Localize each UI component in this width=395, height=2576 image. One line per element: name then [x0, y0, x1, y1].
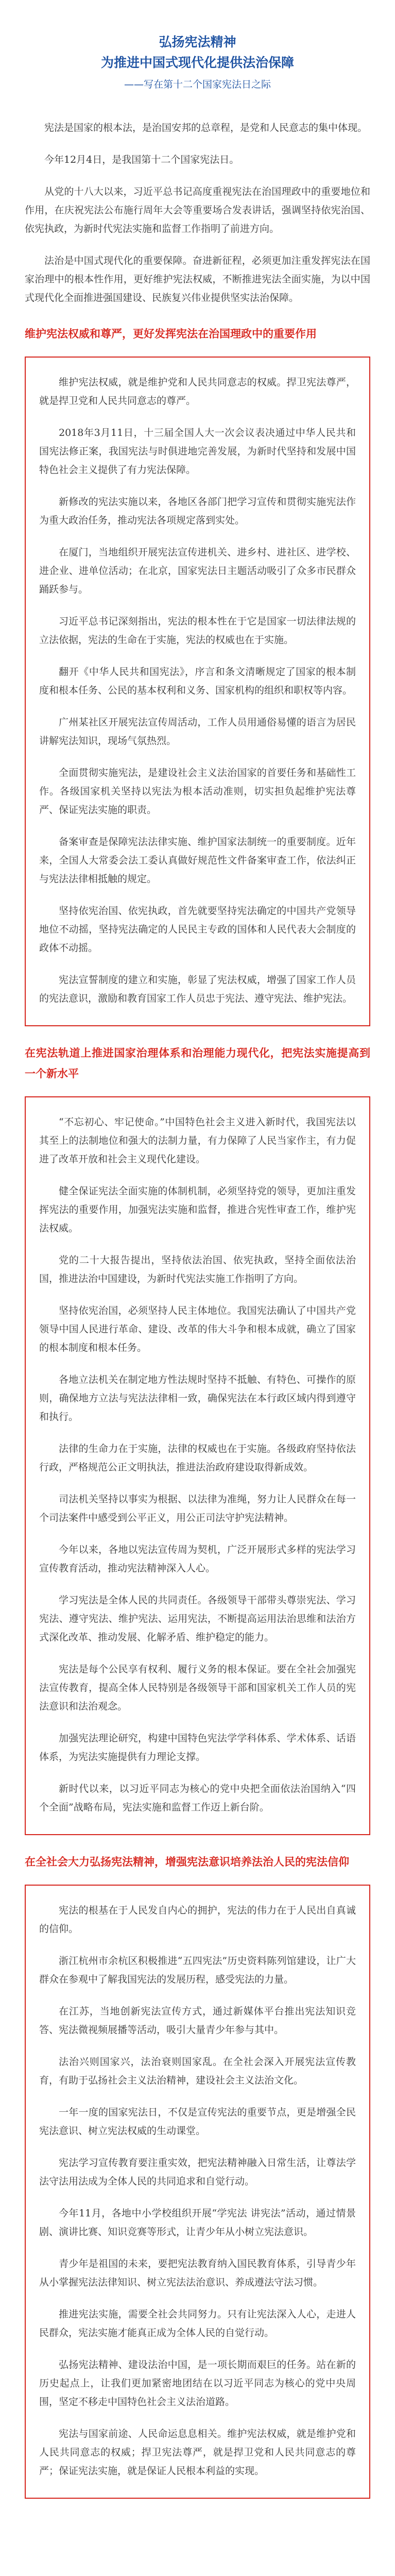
- section-three: [25, 1852, 370, 2499]
- section-paragraph: 今年以来，各地以宪法宣传周为契机，广泛开展形式多样的宪法学习宣传教育活动，推动宪法精神深入人心。: [39, 1544, 356, 1574]
- section-paragraph: 广州某社区开展宪法宣传周活动，工作人员用通俗易懂的语言为居民讲解宪法知识，现场气氛热烈。: [39, 717, 356, 747]
- section-paragraph: 司法机关坚持以事实为根据、以法律为准绳，努力让人民群众在每一个司法案件中感受到公平正义，用公正司法守护宪法精神。: [39, 1494, 356, 1523]
- intro-paragraph: 法治是中国式现代化的重要保障。奋进新征程，必须更加注重发挥宪法在国家治理中的根本性作用，更好维护宪法权威，不断推进宪法全面实施，为以中国式现代化全面推进强国建设、民族复兴伟业提供坚实法治保障。: [25, 255, 370, 303]
- section-paragraph: 浙江杭州市余杭区积极推进“五四宪法”历史资料陈列馆建设，让广大群众在参观中了解我国宪法的发展历程，感受宪法的力量。: [39, 1955, 356, 1985]
- article-source-line: ——写在第十二个国家宪法日之际: [124, 79, 271, 90]
- section-paragraph: 翻开《中华人民共和国宪法》，序言和条文清晰规定了国家的根本制度和根本任务、公民的基本权利和义务、国家机构的组织和职权等内容。: [39, 666, 356, 696]
- section-heading: 在宪法轨道上推进国家治理体系和治理能力现代化，把宪法实施提高到一个新水平: [25, 1047, 370, 1080]
- section-box: [25, 357, 370, 1026]
- section-paragraph: 新时代以来，以习近平同志为核心的党中央把全面依法治国纳入“四个全面”战略布局，宪法实施和监督工作迈上新台阶。: [39, 1783, 356, 1813]
- section-two: [25, 1043, 370, 1835]
- section-paragraph: 宪法的根基在于人民发自内心的拥护，宪法的伟力在于人民出自真诚的信仰。: [39, 1905, 356, 1935]
- section-heading: 维护宪法权威和尊严，更好发挥宪法在治国理政中的重要作用: [25, 328, 317, 340]
- section-paragraph: 宪法学习宣传教育要注重实效，把宪法精神融入日常生活，让尊法学法守法用法成为全体人民的共同追求和自觉行动。: [39, 2157, 356, 2187]
- article-subtitle: 为推进中国式现代化提供法治保障: [100, 55, 294, 70]
- section-paragraph: 法律的生命力在于实施，法律的权威也在于实施。各级政府坚持依法行政，严格规范公正文明执法，推进法治政府建设取得新成效。: [39, 1443, 356, 1473]
- section-one: [25, 324, 370, 1026]
- section-paragraph: 2018年3月11日，十三届全国人大一次会议表决通过中华人民共和国宪法修正案，我国宪法与时俱进地完善发展，为新时代坚持和发展中国特色社会主义提供了有力宪法保障。: [39, 427, 356, 476]
- section-paragraph: 在江苏，当地创新宪法宣传方式，通过新媒体平台推出宪法知识竞答、宪法微视频展播等活动，吸引大量青少年参与其中。: [39, 2006, 356, 2036]
- section-paragraph: 宪法宣誓制度的建立和实施，彰显了宪法权威，增强了国家工作人员的宪法意识，激励和教育国家工作人员忠于宪法、遵守宪法、维护宪法。: [39, 974, 356, 1004]
- section-paragraph: 新修改的宪法实施以来，各地区各部门把学习宣传和贯彻实施宪法作为重大政治任务，推动宪法各项规定落到实处。: [39, 496, 356, 526]
- section-paragraph: 坚持依宪治国、依宪执政，首先就要坚持宪法确定的中国共产党领导地位不动摇，坚持宪法确定的人民民主专政的国体和人民代表大会制度的政体不动摇。: [39, 905, 356, 954]
- article-title: 弘扬宪法精神: [159, 35, 236, 49]
- section-paragraph: 党的二十大报告提出，坚持依法治国、依宪执政，坚持全面依法治国，推进法治中国建设，为新时代宪法实施工作指明了方向。: [39, 1255, 356, 1284]
- section-paragraph: 习近平总书记深刻指出，宪法的根本性在于它是国家一切法律法规的立法依据，宪法的生命在于实施，宪法的权威也在于实施。: [39, 616, 356, 646]
- section-paragraph: 宪法与国家前途、人民命运息息相关。维护宪法权威，就是维护党和人民共同意志的权威；捍卫宪法尊严，就是捍卫党和人民共同意志的尊严；保证宪法实施，就是保证人民根本利益的实现。: [39, 2428, 356, 2477]
- section-paragraph: 宪法是每个公民享有权利、履行义务的根本保证。要在全社会加强宪法宣传教育，提高全体人民特别是各级领导干部和国家机关工作人员的宪法意识和法治观念。: [39, 1664, 356, 1712]
- section-paragraph: 学习宪法是全体人民的共同责任。各级领导干部带头尊崇宪法、学习宪法、遵守宪法、维护宪法、运用宪法，不断提高运用法治思维和法治方式深化改革、推动发展、化解矛盾、维护稳定的能力。: [39, 1595, 356, 1643]
- section-paragraph: 在厦门，当地组织开展宪法宣传进机关、进乡村、进社区、进学校、进企业、进单位活动；在北京，国家宪法日主题活动吸引了众多市民群众踊跃参与。: [39, 547, 356, 595]
- section-paragraph: 法治兴则国家兴，法治衰则国家乱。在全社会深入开展宪法宣传教育，有助于弘扬社会主义法治精神，建设社会主义法治文化。: [39, 2056, 356, 2086]
- section-paragraph: 今年11月，各地中小学校组织开展“学宪法 讲宪法”活动，通过情景剧、演讲比赛、知识竞赛等形式，让青少年从小树立宪法意识。: [39, 2208, 356, 2238]
- intro-paragraph: 从党的十八大以来，习近平总书记高度重视宪法在治国理政中的重要地位和作用，在庆祝宪法公布施行周年大会等重要场合发表讲话，强调坚持依宪治国、依宪执政，为新时代宪法实施和监督工作指明了前进方向。: [25, 186, 370, 234]
- intro-paragraph: 宪法是国家的根本法，是治国安邦的总章程，是党和人民意志的集中体现。: [44, 122, 368, 133]
- section-paragraph: 弘扬宪法精神、建设法治中国，是一项长期而艰巨的任务。站在新的历史起点上，让我们更加紧密地团结在以习近平同志为核心的党中央周围，坚定不移走中国特色社会主义法治道路。: [39, 2359, 356, 2408]
- section-box: [25, 1096, 370, 1835]
- article-intro: [25, 118, 370, 307]
- intro-paragraph: 今年12月4日，是我国第十二个国家宪法日。: [44, 154, 239, 165]
- section-paragraph: 青少年是祖国的未来，要把宪法教育纳入国民教育体系，引导青少年从小掌握宪法法律知识、树立宪法法治意识、养成遵法守法习惯。: [39, 2258, 356, 2288]
- section-paragraph: “不忘初心、牢记使命。”中国特色社会主义进入新时代，我国宪法以其至上的法制地位和强大的法制力量，有力保障了人民当家作主，有力促进了改革开放和社会主义现代化建设。: [39, 1116, 356, 1165]
- section-heading: 在全社会大力弘扬宪法精神，增强宪法意识培养法治人民的宪法信仰: [25, 1856, 349, 1868]
- section-paragraph: 维护宪法权威，就是维护党和人民共同意志的权威。捍卫宪法尊严，就是捍卫党和人民共同意志的尊严。: [39, 377, 356, 406]
- section-box: [25, 1885, 370, 2499]
- section-paragraph: 加强宪法理论研究，构建中国特色宪法学学科体系、学术体系、话语体系，为宪法实施提供有力理论支撑。: [39, 1733, 356, 1762]
- section-paragraph: 备案审查是保障宪法法律实施、维护国家法制统一的重要制度。近年来，全国人大常委会法工委认真做好规范性文件备案审查工作，依法纠正与宪法法律相抵触的规定。: [39, 836, 356, 885]
- section-paragraph: 健全保证宪法全面实施的体制机制，必须坚持党的领导，更加注重发挥宪法的重要作用，加强宪法实施和监督，推进合宪性审查工作，维护宪法权威。: [39, 1185, 356, 1234]
- section-paragraph: 坚持依宪治国，必须坚持人民主体地位。我国宪法确认了中国共产党领导中国人民进行革命、建设、改革的伟大斗争和根本成就，确立了国家的根本制度和根本任务。: [39, 1305, 356, 1353]
- section-paragraph: 全面贯彻实施宪法，是建设社会主义法治国家的首要任务和基础性工作。各级国家机关坚持以宪法为根本活动准则，切实担负起维护宪法尊严、保证宪法实施的职责。: [39, 767, 356, 816]
- section-paragraph: 一年一度的国家宪法日，不仅是宣传宪法的重要节点，更是增强全民宪法意识、树立宪法权威的生动课堂。: [39, 2107, 356, 2137]
- section-paragraph: 各地立法机关在制定地方性法规时坚持不抵触、有特色、可操作的原则，确保地方立法与宪法法律相一致，确保宪法在本行政区域内得到遵守和执行。: [39, 1374, 356, 1422]
- section-paragraph: 推进宪法实施，需要全社会共同努力。只有让宪法深入人心，走进人民群众，宪法实施才能真正成为全体人民的自觉行动。: [39, 2309, 356, 2338]
